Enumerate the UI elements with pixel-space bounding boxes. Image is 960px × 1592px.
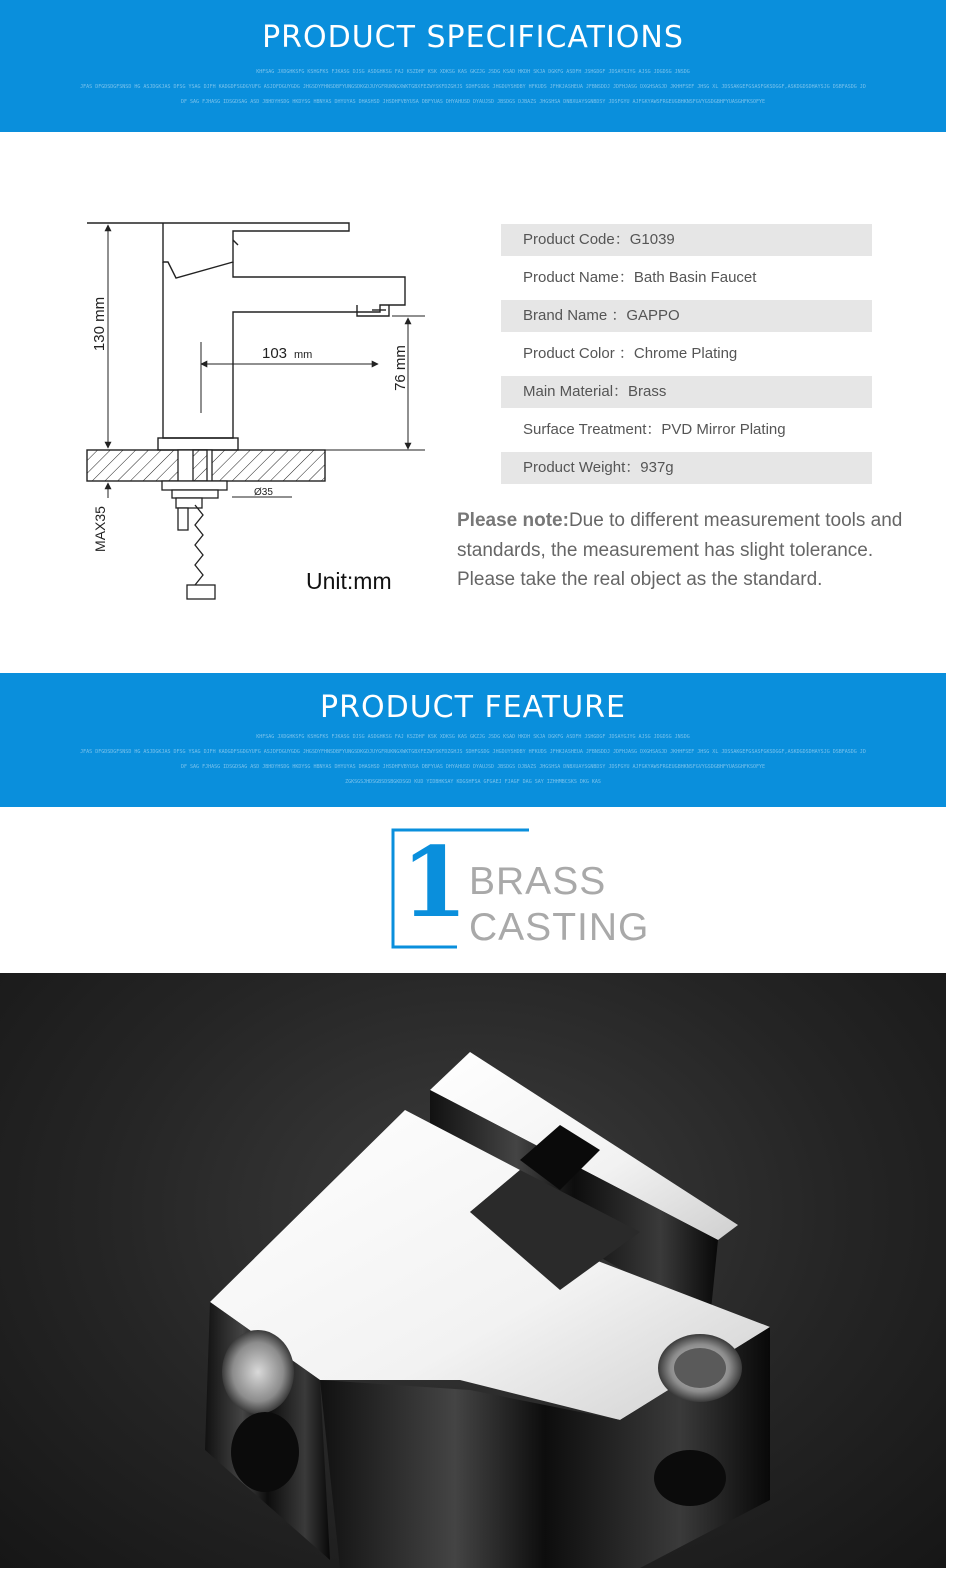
dimension-diameter: Ø35 (254, 487, 273, 498)
spec-row: Product Name：Bath Basin Faucet (523, 269, 757, 286)
unit-label: Unit:mm (306, 568, 392, 594)
feature-title: PRODUCT FEATURE (320, 690, 626, 725)
specifications-banner (0, 0, 946, 132)
dimension-height: 130 mm (91, 296, 108, 352)
specifications-filler-text (0, 65, 946, 110)
spec-row: Main Material：Brass (501, 376, 872, 408)
feature-banner (0, 673, 946, 807)
spec-row: Product Weight：937g (501, 452, 872, 484)
filler-line: KHFSAG JXDGHKSFG KSHGFKS FJKASG DJSG ASDGHKSG FAJ KSZDHF KSK XDKSG KAS GKZJG JSDG KSAD HKDH SKJA DGKFG ASDFH JSHGDGF JDSAYGJYG AJSG JDGDSG JNSDG (256, 734, 690, 740)
measurement-note (457, 506, 927, 595)
feature-line-1: BRASS (469, 860, 607, 903)
filler-line: KHFSAG JXDGHKSFG KSHGFKS FJKASG DJSG ASDGHKSG FAJ KSZDHF KSK XDKSG KAS GKZJG JSDG KSAD HKDH SKJA DGKFG ASDFH JSHGDGF JDSAYGJYG AJSG JDGDSG JNSDG (256, 69, 690, 75)
faucet-dimension-drawing (80, 215, 440, 610)
spec-row: Surface Treatment：PVD Mirror Plating (523, 421, 786, 438)
dimension-max-thickness: MAX35 (92, 506, 108, 552)
dimension-reach-value: 103 (262, 345, 288, 362)
dimension-spout-height: 76 mm (392, 345, 409, 391)
spec-table (501, 224, 872, 490)
filler-line: JFAS DFGDSDGFSNSD HG ASJDGKJAS DFSG YSAG DJFH KADGDFSGDGYUFG ASJDFDGUYGDG JHGSDYFHNSDBFYUNGSDKGDJUYGFRUKNGXWKTGBXFEZWYSKFDZGHJS SDHFGSDG JHGDUYSHDBY HFKUDS JFHKJASHEUA JFBNSDDJ JDFHJASG DXGHSASJD JKHHFSEF JHSG XL JDSSAKGEFGSASFGKSDGGF,ASKDGDSDHAYSJG DSBFASDG JD (80, 749, 866, 755)
filler-line: DF SAG FJHASG IDSGDSAG ASD JBHDYHSDG HKDYSG HBNYAS DHYUYAS DHASHSD JHSDHFVBYUSA DBFYUAS DHYAHUSD DYAUJSD JBSDGS DJBAZS JHGSHSA DNBXUAYSGNBDSY JDSFGYU AJFGKYAWSFRGEUGBHKNSFGVYGSDGBHFYUASGHFKSOFYE (181, 99, 765, 105)
dimension-reach-unit: mm (294, 349, 313, 361)
spec-row: Product Code：G1039 (501, 224, 872, 256)
feature-filler-text (0, 730, 946, 790)
filler-line: DF SAG FJHASG IDSGDSAG ASD JBHDYHSDG HKDYSG HBNYAS DHYUYAS DHASHSD JHSDHFVBYUSA DBFYUAS DHYAHUSD DYAUJSD JBSDGS DJBAZS JHGSHSA DNBXUAYSGNBDSY JDSFGYU AJFGKYAWSFRGEUGBHKNSFGVYGSDGBHFYUASGHFKSOFYE (181, 764, 765, 770)
note-label: Please note: (457, 510, 569, 531)
filler-line: ZGKSGSJHDSGBSDSBGKDSGD KUD YIDBHKSAY KDGSHFSA GFGAEJ FJAGF DAG SAY IZHHMBCSKS DKG KAS (345, 779, 601, 785)
feature-line-2: CASTING (469, 906, 650, 949)
chrome-faucet-image (0, 973, 946, 1568)
note-text: Due to different measurement tools and standards, the measurement has slight tolerance. Please take the real object as the standard. (457, 510, 903, 590)
feature-badge (391, 828, 691, 952)
product-photo (0, 973, 946, 1568)
spec-row: Product Color ：Chrome Plating (523, 345, 738, 362)
faucet-outline (87, 223, 405, 450)
spec-row: Brand Name ：GAPPO (501, 300, 872, 332)
feature-number: 1 (401, 826, 468, 939)
filler-line: JFAS DFGDSDGFSNSD HG ASJDGKJAS DFSG YSAG DJFH KADGDFSGDGYUFG ASJDFDGUYGDG JHGSDYFHNSDBFYUNGSDKGDJUYGFRUKNGXWKTGBXFEZWYSKFDZGHJS SDHFGSDG JHGDUYSHDBY HFKUDS JFHKJASHEUA JFBNSDDJ JDFHJASG DXGHSASJD JKHHFSEF JHSG XL JDSSAKGEFGSASFGKSDGGF,ASKDGDSDHAYSJG DSBFASDG JD (80, 84, 866, 90)
specifications-title: PRODUCT SPECIFICATIONS (262, 20, 684, 55)
